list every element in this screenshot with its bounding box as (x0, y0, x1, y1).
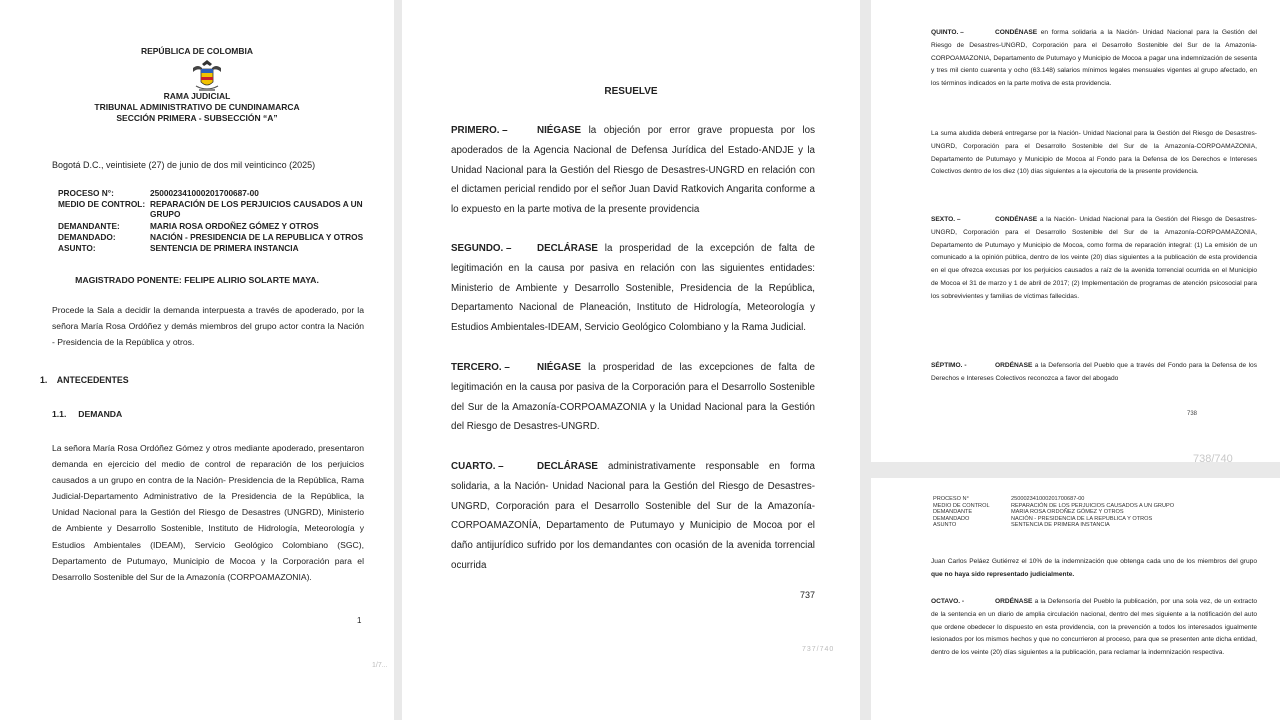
resolution-label: SEXTO. – (931, 216, 961, 223)
meta-value: NACIÓN - PRESIDENCIA DE LA REPUBLICA Y OTROS (150, 232, 364, 242)
page-number: 737 (800, 590, 816, 600)
page-stamp: 1/7... (372, 662, 388, 669)
meta-value: MARIA ROSA ORDOÑEZ GÓMEZ Y OTROS (1011, 509, 1124, 516)
section-heading: 1. ANTECEDENTES (40, 375, 129, 385)
resolution-label: SEGUNDO. – (451, 243, 512, 254)
resolution-paragraph (931, 596, 1257, 660)
resolution-paragraph (451, 121, 815, 220)
resolution-text: la objeción por error grave propuesta por los apoderados de la Agencia Nacional de Defensa Jurídica del Estado-ANDJE y la Unidad Nacional para la Gestión del Riesgo de Desastres-UNGRD en relación con el dictamen pericial rendido por el señor Juan David Ratkovich Angarita conforme a lo expuesto en la parte motiva de la presente providencia (451, 125, 815, 216)
meta-value: NACIÓN - PRESIDENCIA DE LA REPUBLICA Y OTROS (1011, 515, 1153, 522)
meta-key: DEMANDADO (933, 515, 970, 522)
document-page-3 (871, 0, 1280, 462)
header-country: REPÚBLICA DE COLOMBIA (140, 46, 254, 56)
document-page-2 (402, 0, 860, 720)
resolution-text: la prosperidad de las excepciones de falta de legitimación en la causa por pasiva de la Corporación para el Desarrollo Sostenible del Sur de la Amazonía-CORPOAMAZONIA y la Unidad Nacional para la Gestión del Riesgo de Desastres-UNGRD. (451, 362, 815, 433)
resolution-verb: ORDÉNASE (995, 598, 1033, 605)
resolution-paragraph (451, 239, 815, 338)
meta-key: DEMANDANTE (933, 509, 973, 516)
resolution-paragraph (931, 27, 1257, 91)
payment-paragraph: La suma aludida deberá entregarse por la Nación- Unidad Nacional para la Gestión del Riesgo de Desastres-UNGRD, Corporación para el Desarrollo Sostenible del Sur de la Amazonía-CORPOAMAZONIA, Departamento de Putumayo y Municipio de Mocoa al Fondo para la Defensa de los Derechos e Intereses Colectivos dentro de los diez (10) días siguientes a la ejecutoria de la presente providencia. (931, 130, 1257, 176)
subsection-heading: 1.1. DEMANDA (52, 409, 123, 419)
page-stamp: 738/740 (1193, 453, 1233, 462)
resolution-label: SÉPTIMO. - (931, 362, 967, 369)
meta-key: ASUNTO: (58, 243, 96, 253)
resolution-verb: DECLÁRASE (537, 243, 598, 254)
page-stamp: 737/740 (802, 646, 835, 653)
header-branch: RAMA JUDICIAL (163, 91, 231, 101)
meta-key: DEMANDANTE: (58, 221, 120, 231)
resolution-paragraph (931, 214, 1257, 304)
resolution-verb: CONDÉNASE (995, 216, 1038, 223)
page-number: 738 (1187, 411, 1198, 417)
resolution-verb: CONDÉNASE (995, 29, 1038, 36)
meta-value: MARIA ROSA ORDOÑEZ GÓMEZ Y OTROS (150, 221, 319, 231)
resolution-label: QUINTO. – (931, 29, 964, 36)
resolution-verb: DECLÁRASE (537, 461, 598, 472)
resolution-label: TERCERO. – (451, 362, 510, 373)
resolution-label: CUARTO. – (451, 461, 504, 472)
resolution-verb: NIÉGASE (537, 362, 582, 373)
resolution-label: PRIMERO. – (451, 125, 508, 136)
resolution-verb: NIÉGASE (537, 125, 582, 136)
continuation-paragraph (931, 556, 1257, 582)
resolution-text: la prosperidad de la excepción de falta de legitimación en la causa por pasiva en relación con las siguientes entidades: Ministerio de Ambiente y Desarrollo Sostenible, Presidencia de la República, Departamento Nacional de Planeación, Instituto de Hidrología, Meteorología y Estudios Ambientales-IDEAM, Servicio Geológico Colombiano y la Rama Judicial. (451, 243, 815, 334)
demanda-paragraph: La señora María Rosa Ordóñez Gómez y otros mediante apoderado, presentaron demanda en ejercicio del medio de control de reparación de los perjuicios causados a un grupo en contra de la Nación- Presidencia de la República, Rama Judicial-Departamento Administrativo de la Presidencia de la República, la Unidad Nacional para la Gestión del Riesgo de Desastres (UNGRD), Ministerio de Ambiente y Desarrollo Sostenible, Instituto de Hidrología, Meteorología y Estudios Ambientales (IDEAM), Servicio Geológico Colombiano (SGC), Departamento de Putumayo, Municipio de Mocoa y la Corporación para el Desarrollo Sostenible del Sur de la Amazonía (CORPOAMAZONIA). (52, 443, 364, 582)
document-page-1 (0, 0, 394, 720)
magistrate-line: MAGISTRADO PONENTE: FELIPE ALIRIO SOLARTE MAYA. (75, 275, 319, 285)
meta-key: ASUNTO (933, 522, 957, 529)
resolution-text: en forma solidaria a la Nación- Unidad Nacional para la Gestión del Riesgo de Desastres-UNGRD, Corporación para el Desarrollo Sostenible del Sur de la Amazonía-CORPOAMAZONIA, Departamento de Putumayo y Municipio de Mocoa a pagar una indemnización de sesenta y tres mil ciento cuarenta y ocho (63.148) salarios mínimos legales mensuales vigentes al grupo afectado, en los términos indicados en la parte motiva de esta providencia. (931, 29, 1257, 88)
resolution-paragraph (451, 457, 815, 576)
resolution-text: a la Defensoría del Pueblo que a través del Fondo para la Defensa de los Derechos e Intereses Colectivos reconozca a favor del abogado (931, 362, 1257, 382)
case-metadata (58, 188, 378, 258)
resolution-paragraph (931, 360, 1257, 386)
page-number: 1 (357, 616, 362, 625)
meta-key: MEDIO DE CONTROL (933, 502, 990, 509)
meta-value: REPARACIÓN DE LOS PERJUICIOS CAUSADOS A UN GRUPO (1011, 502, 1175, 509)
meta-value: 25000234100020170068​7-00 (150, 188, 259, 198)
header-section: SECCIÓN PRIMERA - SUBSECCIÓN “A” (116, 113, 278, 123)
header-tribunal: TRIBUNAL ADMINISTRATIVO DE CUNDINAMARCA (94, 102, 300, 112)
resolve-title: RESUELVE (604, 86, 658, 97)
resolution-text: a la Defensoría del Pueblo la publicación, por una sola vez, de un extracto de la sentencia en un diario de amplia circulación nacional, dentro del mes siguiente a la notificación del auto que ordene obedecer lo dispuesto en esta providencia, con la prevención a todos los interesados igualmente lesionados por los mismos hechos y que no concurrieron al proceso, para que se presenten ante dicha entidad, dentro de los veinte (20) días siguientes a la publicación, para reclamar la indemnización respectiva. (931, 598, 1257, 657)
resolution-text: a la Nación- Unidad Nacional para la Gestión del Riesgo de Desastres-UNGRD, Corporación para el Desarrollo Sostenible del Sur de la Amazonía-CORPOAMAZONIA, Departamento de Putumayo y Municipio de Mocoa, como forma de reparación integral: (1) La emisión de un comunicado a la opinión pública, dentro de los veinte (20) días siguientes a la publicación de esta providencia en el que ofrezca excusas por los perjuicios causados a raíz de la avenida torrencial ocurrida en el Municipio de Mocoa el 31 de marzo y 1 de abril de 2017; (2) Implementación de programas de atención psicosocial para los sobrevivientes y familias de víctimas fallecidas. (931, 216, 1257, 300)
meta-key: MEDIO DE CONTROL: (58, 199, 146, 209)
resolution-paragraph (451, 358, 815, 437)
meta-key: DEMANDADO: (58, 232, 116, 242)
meta-value: SENTENCIA DE PRIMERA INSTANCIA (1011, 522, 1110, 529)
meta-value: SENTENCIA DE PRIMERA INSTANCIA (150, 243, 299, 253)
document-date: Bogotá D.C., veintisiete (27) de junio de dos mil veinticinco (2025) (52, 160, 316, 170)
meta-key: PROCESO N°: (58, 188, 114, 198)
case-metadata (933, 496, 1253, 532)
document-page-4 (871, 478, 1280, 720)
continuation-text: Juan Carlos Peláez Gutiérrez el 10% de la indemnización que obtenga cada uno de los miembros del grupo (931, 558, 1257, 565)
meta-key: PROCESO N° (933, 496, 969, 502)
resolution-verb: ORDÉNASE (995, 362, 1033, 369)
resolution-label: OCTAVO. - (931, 598, 965, 605)
meta-value: 25000234100020170068​7-00 (1011, 496, 1085, 502)
meta-value: REPARACIÓN DE LOS PERJUICIOS CAUSADOS A UN GRUPO (150, 199, 363, 220)
coat-of-arms-icon (188, 58, 226, 94)
resolution-text: administrativamente responsable en forma solidaria, a la Nación- Unidad Nacional para la Gestión del Riesgo de Desastres-UNGRD, Corporación para el Desarrollo Sostenible del Sur de la Amazonía-CORPOAMAZONÍA, Departamento de Putumayo y Municipio de Mocoa por el daño antijurídico sufrido por los demandantes con ocasión de la avenida torrencial ocurrida (451, 461, 815, 571)
continuation-emphasis: que no haya sido representado judicialmente. (931, 570, 1075, 578)
intro-paragraph: Procede la Sala a decidir la demanda interpuesta a través de apoderado, por la señora María Rosa Ordóñez y demás miembros del grupo actor contra la Nación - Presidencia de la República y otros. (52, 305, 364, 348)
